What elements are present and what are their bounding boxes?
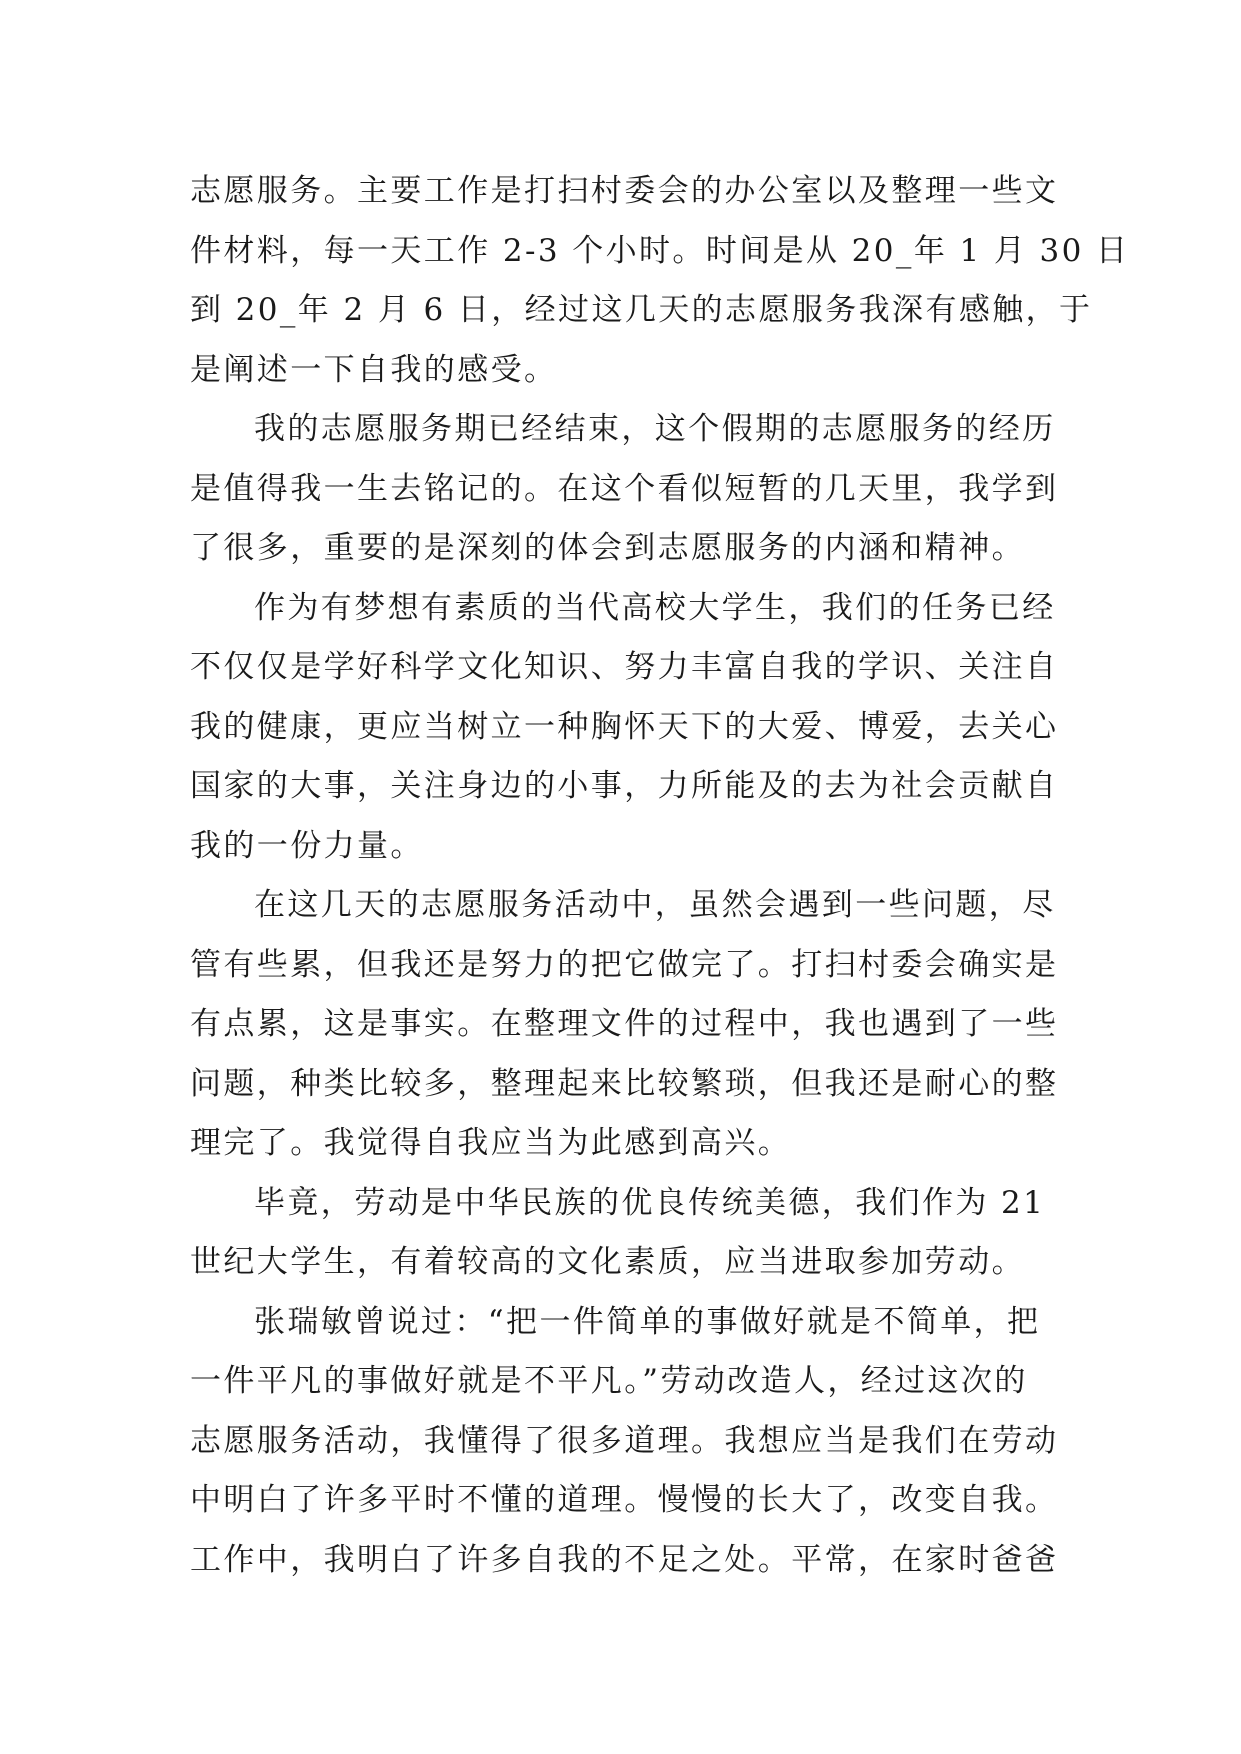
paragraph-first-line: 张瑞敏曾说过：“把一件简单的事做好就是不简单，把 xyxy=(254,1303,1041,1340)
text-line: 是阐述一下自我的感受。 xyxy=(190,351,558,388)
text-line: 到 20_年 2 月 6 日，经过这几天的志愿服务我深有感触，于 xyxy=(190,292,1093,328)
paragraph-first-line: 毕竟，劳动是中华民族的优良传统美德，我们作为 21 xyxy=(254,1184,1046,1221)
text-line: 志愿服务活动，我懂得了很多道理。我想应当是我们在劳动 xyxy=(190,1422,1059,1459)
text-line: 世纪大学生，有着较高的文化素质，应当进取参加劳动。 xyxy=(190,1244,1025,1280)
text-line: 我的一份力量。 xyxy=(190,827,424,864)
document-body xyxy=(190,162,1130,1590)
paragraph-first-line: 在这几天的志愿服务活动中，虽然会遇到一些问题，尽 xyxy=(254,887,1056,923)
text-line: 国家的大事，关注身边的小事，力所能及的去为社会贡献自 xyxy=(190,768,1059,804)
text-line: 不仅仅是学好科学文化知识、努力丰富自我的学识、关注自 xyxy=(190,649,1059,685)
paragraph-first-line: 我的志愿服务期已经结束，这个假期的志愿服务的经历 xyxy=(254,411,1056,447)
paragraph-first-line: 作为有梦想有素质的当代高校大学生，我们的任务已经 xyxy=(254,589,1056,626)
text-line: 理完了。我觉得自我应当为此感到高兴。 xyxy=(190,1125,792,1161)
text-line: 了很多，重要的是深刻的体会到志愿服务的内涵和精神。 xyxy=(190,530,1025,566)
text-line: 是值得我一生去铭记的。在这个看似短暂的几天里，我学到 xyxy=(190,470,1059,507)
text-line: 我的健康，更应当树立一种胸怀天下的大爱、博爱，去关心 xyxy=(190,708,1059,745)
text-line: 工作中，我明白了许多自我的不足之处。平常，在家时爸爸 xyxy=(190,1541,1059,1578)
text-line: 问题，种类比较多，整理起来比较繁琐，但我还是耐心的整 xyxy=(190,1065,1059,1102)
text-line: 中明白了许多平时不懂的道理。慢慢的长大了，改变自我。 xyxy=(190,1482,1059,1518)
text-line: 有点累，这是事实。在整理文件的过程中，我也遇到了一些 xyxy=(190,1006,1059,1042)
text-line: 志愿服务。主要工作是打扫村委会的办公室以及整理一些文 xyxy=(190,173,1059,209)
text-line: 件材料，每一天工作 2-3 个小时。时间是从 20_年 1 月 30 日 xyxy=(190,232,1130,269)
text-line: 一件平凡的事做好就是不平凡。”劳动改造人，经过这次的 xyxy=(190,1363,1028,1399)
text-line: 管有些累，但我还是努力的把它做完了。打扫村委会确实是 xyxy=(190,946,1059,983)
